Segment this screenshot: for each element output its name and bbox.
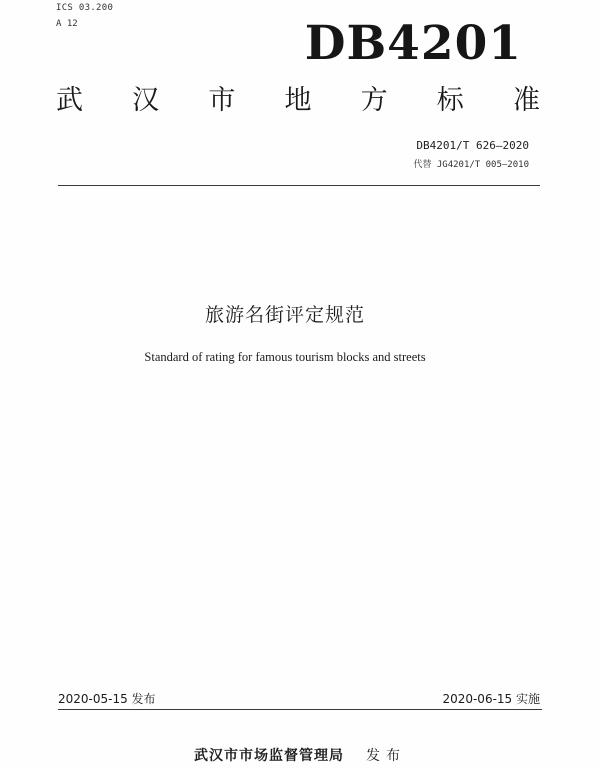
- authority-char: 武: [56, 85, 83, 116]
- title-english: Standard of rating for famous tourism blocks and streets: [144, 350, 426, 364]
- footer-divider: [58, 709, 542, 710]
- publisher-line: [0, 745, 600, 765]
- authority-char: 汉: [132, 85, 160, 116]
- issue-date: 2020-05-15 发布: [58, 692, 156, 706]
- publisher-verb: 发布: [366, 748, 406, 764]
- authority-char: 准: [512, 85, 540, 116]
- issuing-authority-title: [56, 87, 540, 114]
- standard-code-heading: DB4201: [304, 16, 522, 71]
- standard-number: DB4201/T 626—2020: [416, 139, 529, 152]
- publisher-org: 武汉市市场监督管理局: [194, 748, 344, 764]
- authority-char: 标: [436, 85, 464, 116]
- authority-char: 地: [284, 85, 312, 116]
- title-chinese: 旅游名街评定规范: [204, 304, 365, 326]
- ccs-code: A 12: [56, 19, 78, 29]
- authority-char: 市: [208, 85, 236, 116]
- replaces-standard: 代替 JG4201/T 005—2010: [413, 160, 529, 170]
- header-divider: [58, 185, 540, 186]
- implementation-date: 2020-06-15 实施: [442, 692, 540, 706]
- ics-code: ICS 03.200: [56, 3, 114, 13]
- authority-char: 方: [360, 85, 388, 116]
